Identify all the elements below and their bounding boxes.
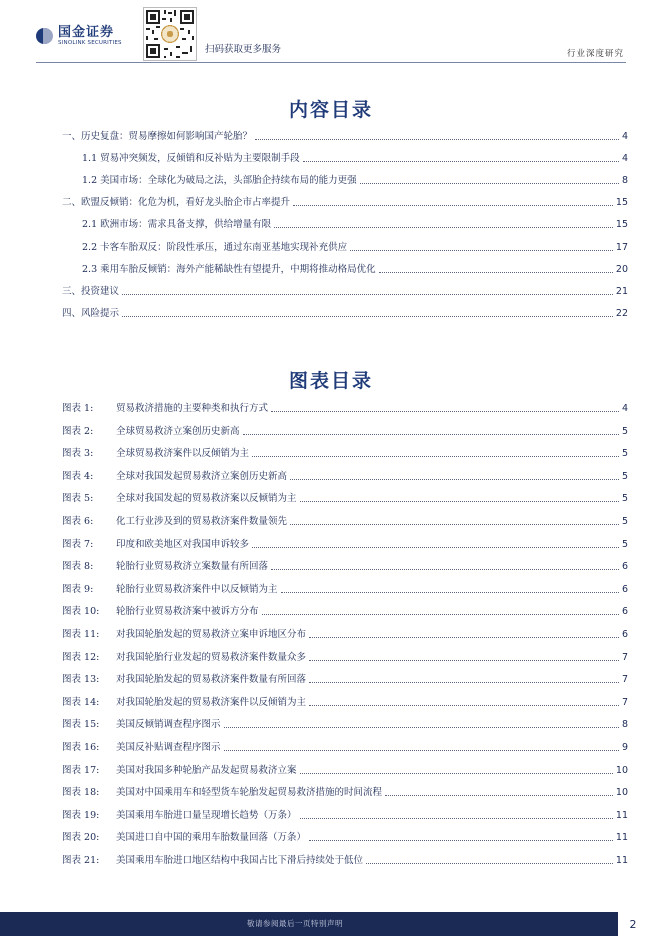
contents-entry-page: 22 (615, 307, 628, 319)
dot-leader (293, 205, 613, 206)
dot-leader (281, 592, 619, 593)
dot-leader (252, 547, 619, 548)
figure-entry[interactable] (62, 674, 628, 686)
figure-entry[interactable] (62, 493, 628, 505)
figure-entry-label: 美国进口自中国的乘用车胎数量回落（万条） (116, 832, 307, 844)
figure-entry-page: 11 (615, 809, 628, 821)
dot-leader (366, 863, 613, 864)
figure-entry-page: 6 (621, 561, 628, 573)
contents-entry-label: 2.2 卡客车胎双反：阶段性承压，通过东南亚基地实现补充供应 (82, 241, 348, 253)
figure-entry-label: 轮胎行业贸易救济立案数量有所回落 (116, 561, 269, 573)
figure-entry-number: 图表 18: (62, 787, 100, 799)
figure-entry-number: 图表 11: (62, 629, 100, 640)
figure-entry-label: 对我国轮胎发起的贸易救济案件以反倾销为主 (116, 696, 307, 708)
figure-entry-number: 图表 8: (62, 561, 94, 573)
figure-entry-number: 图表 19: (62, 809, 100, 821)
figure-entry-label: 轮胎行业贸易救济案中被诉方分布 (116, 606, 259, 618)
contents-entry[interactable] (62, 197, 628, 209)
dot-leader (271, 411, 619, 412)
figure-entry-number: 图表 7: (62, 538, 94, 550)
figure-entry-label: 对我国轮胎行业发起的贸易救济案件数量众多 (116, 651, 307, 663)
figure-entry-label: 美国对中国乘用车和轻型货车轮胎发起贸易救济措施的时间流程 (116, 787, 383, 799)
figure-entry-page: 8 (621, 719, 628, 731)
figure-entry-page: 5 (621, 425, 628, 437)
dot-leader (309, 637, 619, 638)
dot-leader (385, 795, 613, 796)
dot-leader (309, 705, 619, 706)
contents-entry[interactable] (82, 219, 628, 231)
contents-entry[interactable] (82, 242, 628, 254)
figure-entry-page: 6 (621, 629, 628, 640)
figure-entry-number: 图表 1: (62, 403, 94, 414)
contents-entry-label: 三、投资建议 (62, 285, 120, 297)
dot-leader (252, 456, 619, 457)
logo-mark-icon (36, 27, 54, 45)
company-logo (36, 26, 122, 47)
qr-code-icon[interactable] (143, 7, 197, 61)
figure-entry-label: 全球贸易救济案件以反倾销为主 (116, 448, 250, 460)
dot-leader (303, 161, 619, 162)
figures-title: 图表目录 (288, 370, 373, 392)
dot-leader (300, 773, 613, 774)
contents-entry-page: 4 (621, 131, 628, 142)
figure-entry-label: 化工行业涉及到的贸易救济案件数量领先 (116, 516, 288, 527)
figure-entry[interactable] (62, 606, 628, 618)
figure-entry-page: 4 (621, 403, 628, 414)
figure-entry[interactable] (62, 426, 628, 438)
figure-entry-number: 图表 17: (62, 764, 100, 776)
figure-entry-number: 图表 20: (62, 832, 100, 844)
figure-entry-page: 6 (621, 606, 628, 618)
contents-entry-page: 15 (615, 219, 628, 231)
report-type-label: 行业深度研究 (566, 49, 624, 59)
figure-entry-label: 美国乘用车胎进口量呈现增长趋势（万条） (116, 809, 297, 821)
dot-leader (224, 750, 619, 751)
figure-entry[interactable] (62, 697, 628, 709)
dot-leader (350, 250, 613, 251)
figure-entry[interactable] (62, 742, 628, 754)
dot-leader (360, 183, 619, 184)
figure-entry-page: 9 (621, 742, 628, 753)
figure-entry-label: 全球贸易救济立案创历史新高 (116, 425, 240, 437)
figure-entry-number: 图表 16: (62, 742, 100, 753)
figure-entry-page: 5 (621, 516, 628, 527)
figure-entry-label: 美国反倾销调查程序图示 (116, 719, 221, 731)
logo-name-en: SINOLINK SECURITIES (58, 40, 122, 46)
contents-entry-page: 20 (615, 263, 628, 275)
figure-entry-number: 图表 13: (62, 674, 100, 686)
dot-leader (262, 614, 619, 615)
figure-entry-label: 全球对我国发起贸易救济立案创历史新高 (116, 470, 288, 482)
figure-entry[interactable] (62, 787, 628, 799)
figure-entry[interactable] (62, 516, 628, 528)
figure-entry-label: 全球对我国发起的贸易救济案以反倾销为主 (116, 493, 297, 505)
figure-entry-label: 对我国轮胎发起的贸易救济案件数量有所回落 (116, 674, 307, 686)
dot-leader (243, 434, 619, 435)
contents-entry-label: 2.3 乘用车胎反倾销：海外产能稀缺性有望提升，中期将推动格局优化 (82, 263, 376, 275)
contents-entry[interactable] (82, 264, 628, 276)
figure-entry-page: 11 (615, 855, 628, 866)
contents-entry[interactable] (62, 308, 628, 320)
dot-leader (309, 660, 619, 661)
figure-entry-page: 6 (621, 583, 628, 595)
logo-name-cn: 国金证券 (58, 25, 115, 40)
contents-entry-label: 四、风险提示 (62, 307, 120, 319)
dot-leader (122, 316, 613, 317)
contents-title: 内容目录 (288, 99, 373, 121)
figure-entry[interactable] (62, 448, 628, 460)
figure-entry-number: 图表 4: (62, 470, 94, 482)
contents-entry[interactable] (82, 175, 628, 187)
figure-entry-page: 11 (615, 832, 628, 844)
figure-entry-number: 图表 12: (62, 651, 100, 663)
dot-leader (290, 479, 619, 480)
figure-entry-number: 图表 2: (62, 425, 94, 437)
contents-entry-page: 15 (615, 197, 628, 209)
dot-leader (122, 294, 613, 295)
dot-leader (224, 727, 619, 728)
contents-entry[interactable] (82, 153, 628, 165)
figure-entry-label: 美国乘用车胎进口地区结构中我国占比下滑后持续处于低位 (116, 855, 364, 866)
figure-entry[interactable] (62, 765, 628, 777)
figure-entry-label: 印度和欧美地区对我国申诉较多 (116, 538, 250, 550)
header-divider (36, 62, 626, 63)
contents-entry[interactable] (62, 131, 628, 143)
figure-entry[interactable] (62, 652, 628, 664)
figure-entry[interactable] (62, 629, 628, 641)
figure-entry-page: 5 (621, 448, 628, 460)
figure-entry[interactable] (62, 403, 628, 415)
figure-entry[interactable] (62, 471, 628, 483)
contents-entry-label: 一、历史复盘：贸易摩擦如何影响国产轮胎？ (62, 131, 253, 142)
figure-entry-page: 5 (621, 493, 628, 505)
dot-leader (309, 840, 613, 841)
page-footer (0, 912, 662, 936)
figure-entry[interactable] (62, 561, 628, 573)
figure-entry-label: 贸易救济措施的主要种类和执行方式 (116, 403, 269, 414)
page-header (0, 0, 662, 64)
dot-leader (290, 524, 619, 525)
figure-entry-label: 对我国轮胎发起的贸易救济立案申诉地区分布 (116, 629, 307, 640)
dot-leader (309, 682, 619, 683)
figure-entry-page: 5 (621, 538, 628, 550)
figure-entry[interactable] (62, 539, 628, 551)
figure-entry-page: 5 (621, 470, 628, 482)
figure-entry-number: 图表 9: (62, 583, 94, 595)
dot-leader (271, 569, 619, 570)
dot-leader (255, 139, 619, 140)
contents-entry-page: 21 (615, 285, 628, 297)
contents-entry-label: 2.1 欧洲市场：需求具备支撑，供给增量有限 (82, 219, 272, 231)
disclaimer-note: 敬请参阅最后一页特别声明 (247, 919, 343, 928)
figure-entry-page: 7 (621, 651, 628, 663)
figure-entry-page: 10 (615, 764, 628, 776)
figure-entry[interactable] (62, 719, 628, 731)
qr-caption: 扫码获取更多服务 (205, 44, 282, 55)
figure-entry-number: 图表 15: (62, 719, 100, 731)
contents-entry-page: 8 (621, 175, 628, 187)
contents-entry[interactable] (62, 286, 628, 298)
figure-entry-number: 图表 3: (62, 448, 94, 460)
figure-entry-label: 轮胎行业贸易救济案件中以反倾销为主 (116, 583, 278, 595)
figure-entry-label: 美国对我国多种轮胎产品发起贸易救济立案 (116, 764, 297, 776)
dot-leader (300, 501, 619, 502)
contents-entry-label: 二、欧盟反倾销：化危为机，看好龙头胎企市占率提升 (62, 197, 291, 209)
figure-entry[interactable] (62, 584, 628, 596)
figure-entry-label: 美国反补贴调查程序图示 (116, 742, 221, 753)
figure-entry[interactable] (62, 832, 628, 844)
figure-entry-page: 7 (621, 696, 628, 708)
contents-entry-page: 17 (615, 241, 628, 253)
page-number: 2 (622, 917, 644, 932)
figure-entry-page: 7 (621, 674, 628, 686)
figure-entry[interactable] (62, 810, 628, 822)
contents-entry-label: 1.1 贸易冲突频发，反倾销和反补贴为主要限制手段 (82, 153, 300, 165)
figure-entry-number: 图表 14: (62, 696, 100, 708)
figure-entry[interactable] (62, 855, 628, 867)
dot-leader (300, 818, 613, 819)
figure-entry-number: 图表 6: (62, 516, 94, 527)
dot-leader (379, 272, 613, 273)
figure-entry-number: 图表 10: (62, 606, 100, 618)
figure-entry-page: 10 (615, 787, 628, 799)
contents-entry-label: 1.2 美国市场：全球化为破局之法，头部胎企持续布局的能力更强 (82, 175, 357, 187)
contents-entry-page: 4 (621, 153, 628, 165)
dot-leader (274, 227, 613, 228)
figure-entry-number: 图表 21: (62, 855, 100, 866)
figure-entry-number: 图表 5: (62, 493, 94, 505)
